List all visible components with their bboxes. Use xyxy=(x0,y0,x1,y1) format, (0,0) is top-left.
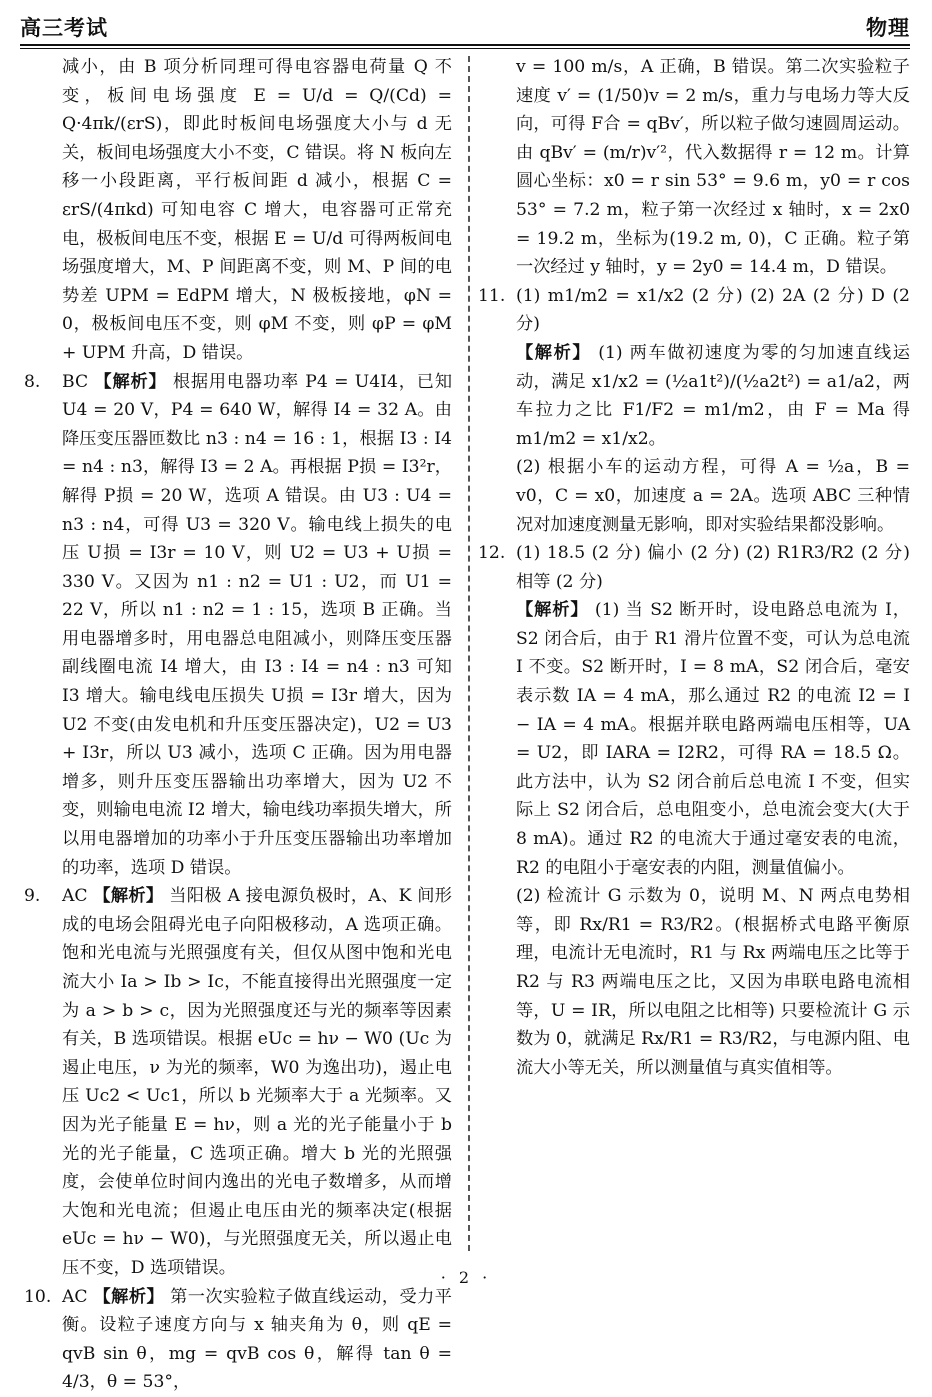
q8-analysis-text: 根据用电器功率 P4 = U4I4，已知 U4 = 20 V，P4 = 640 W，解得 I4 = 32 A。由降压变压器匝数比 n3 : n4 = 16 : 1，根据 I3 : I4 = n4 : n3，解得 I3 = 2 A。再根据 P损 = I3²r，解得 P损 = 20 W，选项 A 错误。由 U3 : U4 = n3 : n4，可得 U3 = 320 V。输电线上损失的电压 U损 = I3r = 10 V，则 U2 = U3 + U损 = 330 V。又因为 n1 : n2 = U1 : U2，而 U1 = 22 V，所以 n1 : n2 = 1 : 15，选项 B 正确。当用电器增多时，用电器总电阻减小，则降压变压器副线圈电流 I4 增大，由 I3 : I4 = n4 : n3 可知 I3 增大。输电线电压损失 U损 = I3r 增大，因为 U2 不变(由发电机和升压变压器决定)，U2 = U3 + I3r，所以 U3 减小，选项 C 正确。因为用电器增多，则升压变压器输出功率增大，因为 U2 不变，则输电电流 I2 增大，输电线功率损失增大，所以用电器增加的功率小于升压变压器输出功率增加的功率，选项 D 错误。 xyxy=(62,371,453,878)
right-column xyxy=(478,53,910,1082)
q9-body xyxy=(62,882,452,1282)
q11-body xyxy=(516,282,910,539)
q10-item xyxy=(24,1283,452,1397)
q10-analysis-tag: 【解析】 xyxy=(93,1286,165,1307)
q8-analysis-tag: 【解析】 xyxy=(94,371,167,392)
q11-analysis-tag: 【解析】 xyxy=(516,342,592,363)
q9-analysis-text: 当阳极 A 接电源负极时，A、K 间形成的电场会阻碍光电子向阳极移动，A 选项正确。饱和光电流与光照强度有关，但仅从图中饱和光电流大小 Ia > Ib > Ic，不能直接得出光照强度一定为 a > b > c，因为光照强度还与光的频率等因素有关，B 选项错误。根据 eUc = hν − W0 (Uc 为遏止电压，ν 为光的频率，W0 为逸出功)，遏止电压 Uc2 < Uc1，所以 b 光频率大于 a 光频率。又因为光子能量 E = hν，则 a 光的光子能量小于 b 光的光子能量，C 选项正确。增大 b 光的光照强度，会使单位时间内逸出的光电子数增多，从而增大饱和光电流；但遏止电压由光的频率决定(根据 eUc = hν − W0)，与光照强度无关，所以遏止电压不变，D 选项错误。 xyxy=(62,886,452,1278)
q12-answer: (1) 18.5 (2 分) 偏小 (2 分) (2) R1R3/R2 (2 分) 相等 (2 分) xyxy=(516,543,910,592)
q12-analysis-tag: 【解析】 xyxy=(516,600,589,621)
q10-body xyxy=(62,1283,452,1397)
q10-number: 10. xyxy=(24,1286,52,1307)
q12-analysis-part1: (1) 当 S2 断开时，设电路总电流为 I，S2 闭合后，由于 R1 滑片位置不变，可认为总电流 I 不变。S2 断开时，I = 8 mA，S2 闭合后，毫安表示数 IA = 4 mA，那么通过 R2 的电流 I2 = I − IA = 4 mA。根据并联电路两端电压相等，UA = U2，即 IARA = I2R2，可得 RA = 18.5 Ω。此方法中，认为 S2 闭合前后总电流 I 不变，但实际上 S2 闭合后，总电阻变小，总电流会变大(大于 8 mA)。通过 R2 的电流大于通过毫安表的电流，R2 的电阻小于毫安表的内阻，测量值偏小。 xyxy=(516,600,910,878)
q11-analysis-part2: (2) 根据小车的运动方程，可得 A = ½a，B = v0，C = x0，加速度 a = 2A。选项 ABC 三种情况对加速度测量无影响，即对实验结果都没影响。 xyxy=(516,457,910,535)
column-divider xyxy=(468,56,470,1251)
q9-number: 9. xyxy=(24,886,41,907)
q11-analysis-part1: (1) 两车做初速度为零的匀加速直线运动，满足 x1/x2 = (½a1t²)/(½a2t²) = a1/a2，两车拉力之比 F1/F2 = m1/m2，由 F = Ma 得 m1/m2 = x1/x2。 xyxy=(516,342,910,449)
subject-title: 物理 xyxy=(866,15,910,40)
q9-analysis-tag: 【解析】 xyxy=(93,886,164,907)
q9-item xyxy=(24,882,452,1282)
page-number: · 2 · xyxy=(440,1268,492,1287)
q10-continuation: v = 100 m/s，A 正确，B 错误。第二次实验粒子速度 v′ = (1/50)v = 2 m/s，重力与电场力等大反向，可得 F合 = qBv′，所以粒子做匀速圆周运动。由 qBv′ = (m/r)v′²，代入数据得 r = 12 m。计算圆心坐标：x0 = r sin 53° = 9.6 m，y0 = r cos 53° = 7.2 m，粒子第一次经过 x 轴时，x = 2x0 = 19.2 m，坐标为(19.2 m, 0)，C 正确。粒子第一次经过 y 轴时，y = 2y0 = 14.4 m，D 错误。 xyxy=(516,57,910,278)
q10-analysis-text: 第一次实验粒子做直线运动，受力平衡。设粒子速度方向与 x 轴夹角为 θ，则 qE = qvB sin θ，mg = qvB cos θ，解得 tan θ = 4/3，θ = 53°， xyxy=(62,1286,452,1393)
q12-number: 12. xyxy=(478,543,506,564)
header-rule-thin xyxy=(20,48,910,49)
q12-analysis-part2: (2) 检流计 G 示数为 0，说明 M、N 两点电势相等，即 Rx/R1 = R3/R2。(根据桥式电路平衡原理，电流计无电流时，R1 与 Rx 两端电压之比等于 R2 与 R3 两端电压之比，又因为串联电路电流相等，U = IR，所以电阻之比相等) 只要检流计 G 示数为 0，就满足 Rx/R1 = R3/R2，与电源内阻、电流大小等无关，所以测量值与真实值相等。 xyxy=(516,886,910,1078)
q8-number: 8. xyxy=(24,371,41,392)
q8-body xyxy=(62,368,452,883)
q12-item xyxy=(478,539,910,1082)
q11-number: 11. xyxy=(478,285,506,306)
q8-answer: BC xyxy=(62,371,89,392)
q11-item xyxy=(478,282,910,539)
q9-answer: AC xyxy=(62,886,88,907)
left-column xyxy=(24,53,452,1397)
q8-item xyxy=(24,368,452,883)
exam-title: 高三考试 xyxy=(20,15,108,40)
q12-body xyxy=(516,539,910,1082)
header-rule-thick xyxy=(20,44,910,46)
q11-answer: (1) m1/m2 = x1/x2 (2 分) (2) 2A (2 分) D (2 分) xyxy=(516,285,910,335)
page-header xyxy=(20,8,910,42)
q10-answer: AC xyxy=(62,1286,88,1307)
q7-continuation: 减小，由 B 项分析同理可得电容器电荷量 Q 不变，板间电场强度 E = U/d = Q/(Cd) = Q·4πk/(εrS)，即此时板间电场强度大小与 d 无关，板间电场强度大小不变，C 错误。将 N 板向左移一小段距离，平行板间距 d 减小，根据 C = εrS/(4πkd) 可知电容 C 增大，电容器可正常充电，极板间电压不变，根据 E = U/d 可得两板间电场强度增大，M、P 间距离不变，则 M、P 间的电势差 UPM = EdPM 增大，N 极板接地，φN = 0，极板间电压不变，则 φM 不变，则 φP = φM + UPM 升高，D 错误。 xyxy=(62,57,452,363)
